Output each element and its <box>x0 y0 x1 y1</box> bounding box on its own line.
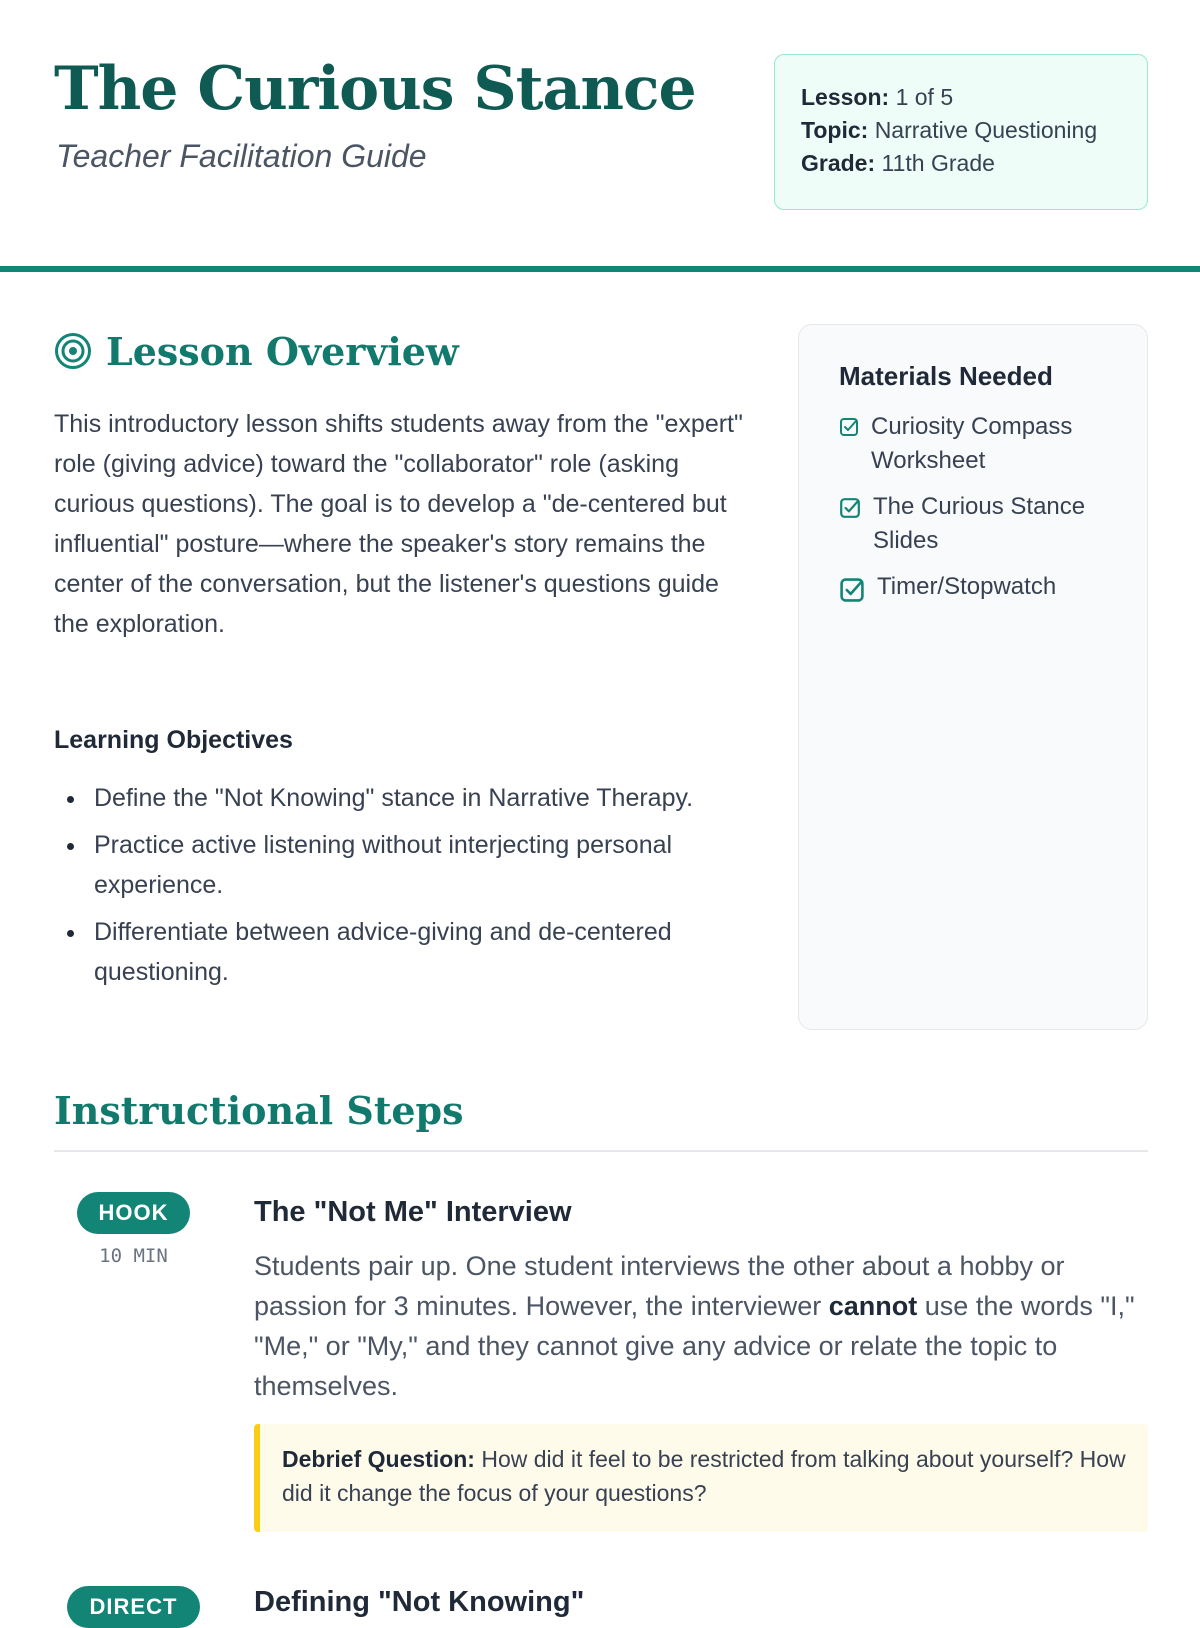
overview-heading-row <box>54 326 459 376</box>
lesson-label: Lesson: <box>801 84 890 110</box>
step-body <box>254 1246 1150 1406</box>
page-subtitle: Teacher Facilitation Guide <box>56 138 427 174</box>
lesson-meta-line <box>801 81 1147 114</box>
material-label: The Curious Stance Slides <box>873 493 1086 554</box>
bullet-dot <box>67 796 74 803</box>
grade-meta-line <box>801 147 1147 180</box>
lesson-meta-box <box>774 54 1148 210</box>
material-label: Timer/Stopwatch <box>877 573 1057 600</box>
materials-panel <box>798 324 1148 1030</box>
page-header <box>0 0 1200 272</box>
steps-divider <box>54 1150 1148 1152</box>
topic-value: Narrative Questioning <box>874 117 1098 143</box>
grade-value: 11th Grade <box>881 150 995 176</box>
material-label: Curiosity Compass Worksheet <box>871 413 1073 474</box>
bullet-dot <box>67 843 74 850</box>
step-badge-hook: HOOK <box>77 1192 190 1234</box>
objective-text: Practice active listening without interjecting personal experience. <box>94 831 673 899</box>
topic-meta-line <box>801 114 1147 147</box>
checkbox-check-icon <box>839 417 859 437</box>
material-item <box>839 490 1125 558</box>
lesson-value: 1 of 5 <box>895 84 954 110</box>
step-badge-direct: DIRECT <box>67 1586 200 1628</box>
topic-label: Topic: <box>801 117 869 143</box>
objective-item <box>54 912 694 992</box>
step-body-text: use the words "I," "Me," or "My," and they cannot give any advice or relate the topic to themselves. <box>254 1291 1135 1401</box>
checkbox-check-icon <box>839 577 865 603</box>
debrief-callout <box>254 1424 1148 1532</box>
step-duration: 10 MIN <box>99 1245 168 1267</box>
step-title: The "Not Me" Interview <box>254 1196 572 1228</box>
objectives-list <box>54 778 694 999</box>
objective-item <box>54 825 694 905</box>
step-body-emphasis: cannot <box>828 1291 918 1321</box>
target-icon <box>54 332 92 370</box>
checkbox-check-icon <box>839 497 861 519</box>
objective-text: Differentiate between advice-giving and de-centered questioning. <box>94 918 672 986</box>
objectives-title: Learning Objectives <box>54 726 293 754</box>
material-item <box>839 570 1125 604</box>
overview-body: This introductory lesson shifts students away from the "expert" role (giving advice) toward the "collaborator" role (asking curious questions). The goal is to develop a "de-centered but influential" posture—where the speaker's story remains the center of the conversation, but the listener's questions guide the exploration. <box>54 410 743 638</box>
material-item <box>839 410 1125 478</box>
overview-heading: Lesson Overview <box>106 328 459 374</box>
page-title: The Curious Stance <box>54 54 696 124</box>
steps-heading: Instructional Steps <box>54 1088 464 1133</box>
grade-label: Grade: <box>801 150 876 176</box>
objective-item <box>54 778 694 818</box>
objective-text: Define the "Not Knowing" stance in Narrative Therapy. <box>94 784 694 812</box>
debrief-text: How did it feel to be restricted from talking about yourself? How did it change the focus of your questions? <box>282 1446 1126 1506</box>
step-body-text: Students pair up. One student interviews the other about a hobby or passion for 3 minutes. However, the interviewer <box>254 1251 1065 1321</box>
materials-title: Materials Needed <box>839 361 1053 391</box>
step-title: Defining "Not Knowing" <box>254 1586 585 1618</box>
debrief-label: Debrief Question: <box>282 1446 475 1472</box>
bullet-dot <box>67 930 74 937</box>
